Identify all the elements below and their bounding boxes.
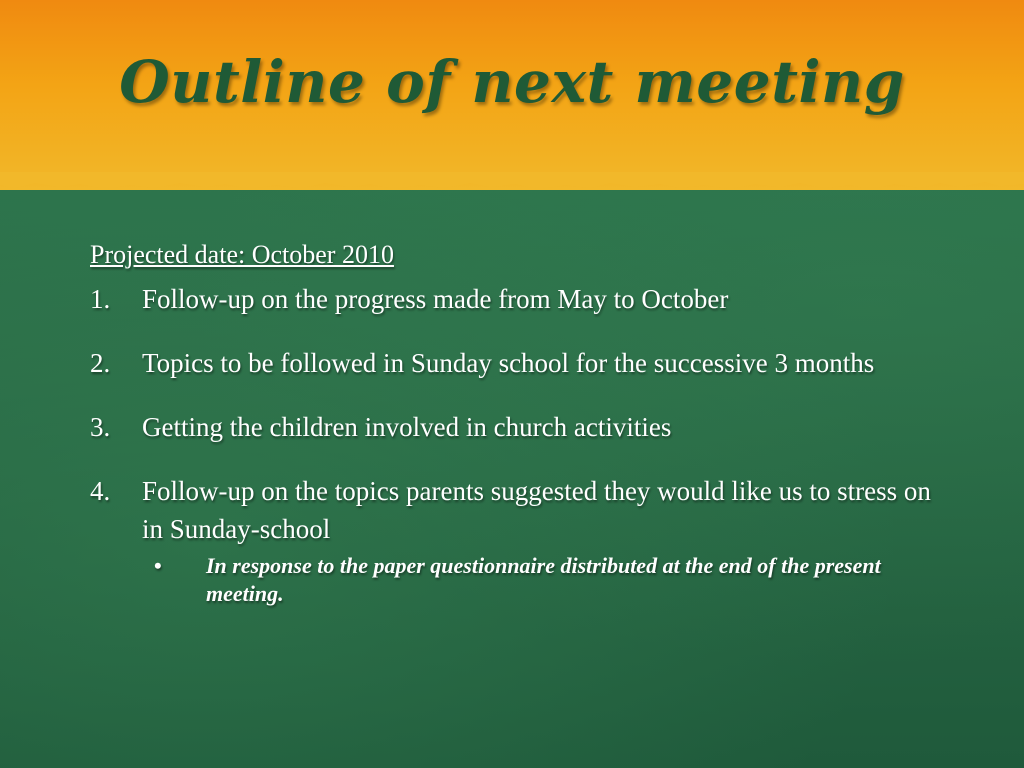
agenda-item-text: Topics to be followed in Sunday school for the successive 3 months [142,348,875,378]
agenda-item-number: 1. [90,284,111,314]
agenda-item [90,408,950,446]
agenda-item [90,472,950,608]
bullet-icon: • [154,553,162,578]
sub-bullet-text: In response to the paper questionnaire distributed at the end of the present meeting. [206,553,881,606]
agenda-item-number: 4. [90,476,111,506]
agenda-item-number: 3. [90,412,111,442]
agenda-item [90,280,950,318]
sub-bullet-item [142,552,950,608]
agenda-item-text: Getting the children involved in church activities [142,412,672,442]
slide-title: Outline of next meeting [119,48,905,116]
slide-content [90,240,950,634]
banner-torn-edge [0,172,1024,202]
agenda-item-text: Follow-up on the progress made from May to October [142,284,729,314]
agenda-item [90,344,950,382]
agenda-item-number: 2. [90,348,111,378]
projected-date: Projected date: October 2010 [90,240,394,269]
agenda-list [90,280,950,608]
agenda-item-text: Follow-up on the topics parents suggested they would like us to stress on in Sunday-school [142,476,931,544]
